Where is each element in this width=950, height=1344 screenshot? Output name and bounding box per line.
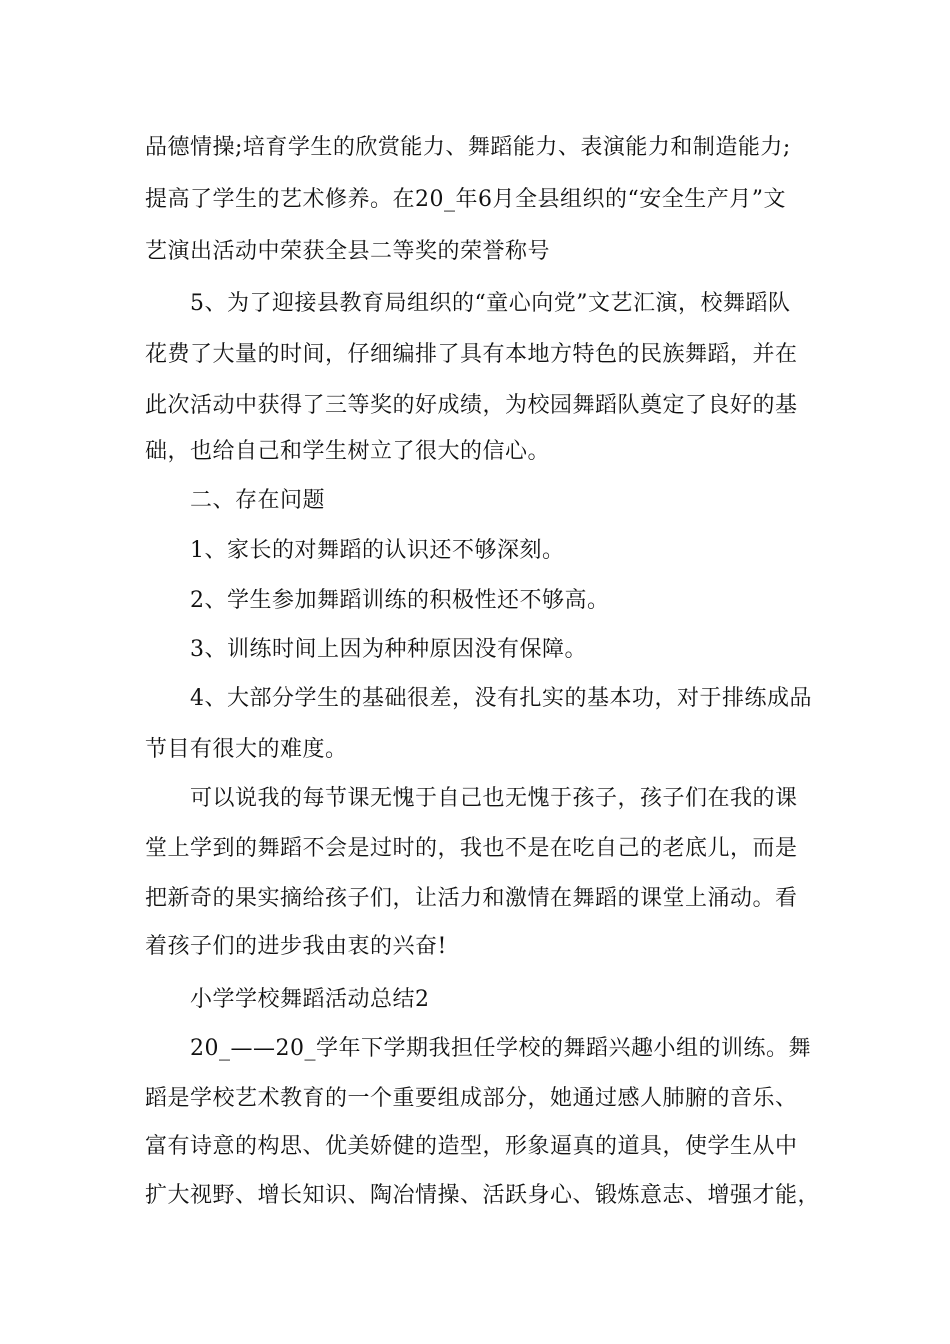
text-line: 提高了学生的艺术修养。在20_年6月全县组织的“安全生产月”文 <box>145 187 786 212</box>
text-line: 5、为了迎接县教育局组织的“童心向党”文艺汇演，校舞蹈队 <box>190 291 791 316</box>
text-line: 富有诗意的构思、优美娇健的造型，形象逼真的道具，使学生从中 <box>145 1134 798 1159</box>
text-line: 础，也给自己和学生树立了很大的信心。 <box>145 439 551 464</box>
text-line: 1、家长的对舞蹈的认识还不够深刻。 <box>190 538 565 563</box>
text-line: 可以说我的每节课无愧于自己也无愧于孩子，孩子们在我的课 <box>190 786 798 811</box>
text-line: 4、大部分学生的基础很差，没有扎实的基本功，对于排练成品 <box>190 686 812 711</box>
text-line: 节目有很大的难度。 <box>145 737 348 762</box>
text-line: 3、训练时间上因为种种原因没有保障。 <box>190 637 587 662</box>
text-line: 堂上学到的舞蹈不会是过时的，我也不是在吃自己的老底儿，而是 <box>145 836 798 861</box>
text-line: 花费了大量的时间，仔细编排了具有本地方特色的民族舞蹈，并在 <box>145 342 798 367</box>
text-line: 品德情操;培育学生的欣赏能力、舞蹈能力、表演能力和制造能力; <box>145 135 791 160</box>
text-line: 2、学生参加舞蹈训练的积极性还不够高。 <box>190 588 610 613</box>
text-line: 20_——20_学年下学期我担任学校的舞蹈兴趣小组的训练。舞 <box>190 1036 811 1061</box>
section-title: 小学学校舞蹈活动总结2 <box>190 987 430 1012</box>
text-line: 扩大视野、增长知识、陶冶情操、活跃身心、锻炼意志、增强才能， <box>145 1183 821 1208</box>
text-line: 艺演出活动中荣获全县二等奖的荣誉称号 <box>145 239 551 264</box>
section-heading: 二、存在问题 <box>190 488 326 513</box>
text-line: 着孩子们的进步我由衷的兴奋! <box>145 934 447 959</box>
text-line: 把新奇的果实摘给孩子们，让活力和激情在舞蹈的课堂上涌动。看 <box>145 886 798 911</box>
text-line: 此次活动中获得了三等奖的好成绩，为校园舞蹈队奠定了良好的基 <box>145 393 798 418</box>
text-line: 蹈是学校艺术教育的一个重要组成部分，她通过感人肺腑的音乐、 <box>145 1086 798 1111</box>
